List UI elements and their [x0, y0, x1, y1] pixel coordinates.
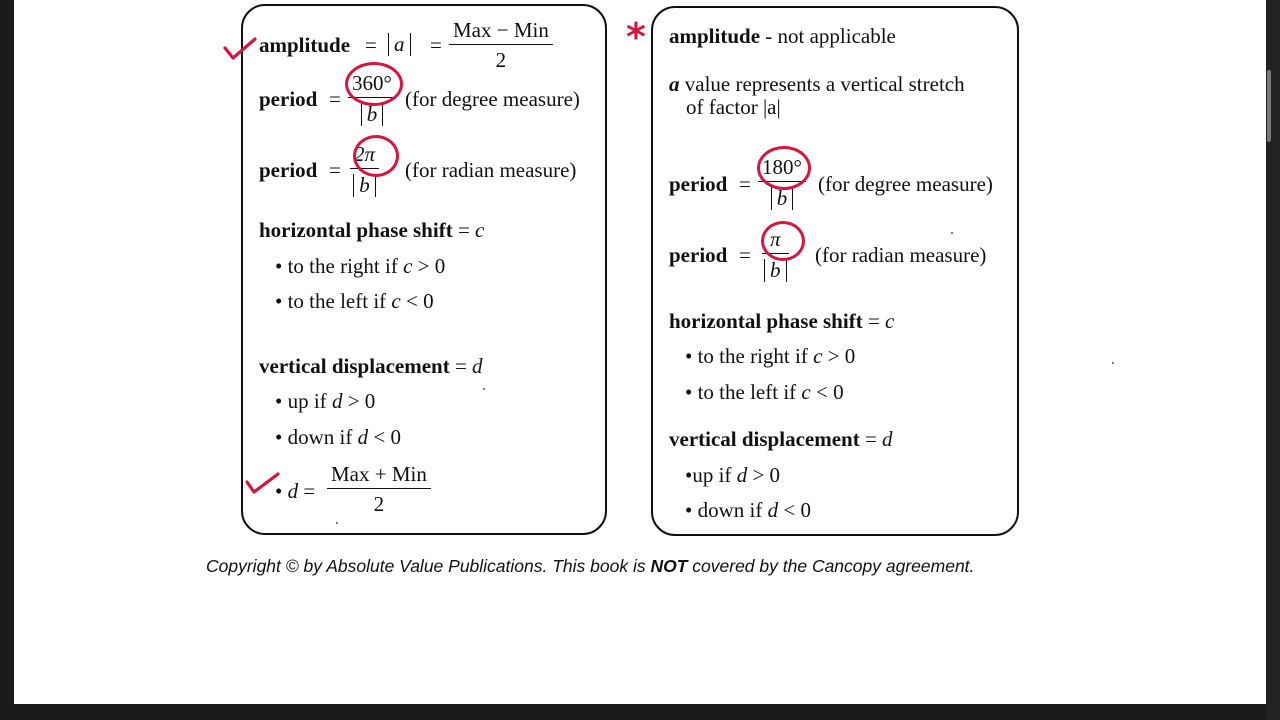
right-period-rad-note: (for radian measure): [815, 243, 987, 267]
document-page: [14, 0, 1266, 704]
left-phase-right: • to the right if c > 0: [275, 254, 446, 278]
right-down: • down if d < 0: [685, 498, 811, 522]
speck: [336, 522, 338, 524]
right-vertical-displacement: vertical displacement = d: [669, 427, 893, 451]
left-period-deg-label: period: [259, 87, 318, 111]
left-vertical-displacement: vertical displacement = d: [259, 354, 483, 378]
left-amplitude-eq: =: [365, 33, 377, 57]
checkmark-icon: [222, 36, 258, 62]
circle-180-annotation: [757, 146, 811, 190]
checkmark-icon: [244, 470, 282, 496]
speck: [1112, 362, 1114, 364]
speck: [951, 232, 953, 234]
left-d-formula-fraction: Max + Min 2: [327, 464, 431, 515]
left-d-formula-lhs: • d =: [275, 479, 316, 503]
left-phase-left: • to the left if c < 0: [275, 289, 434, 313]
asterisk-annotation: *: [626, 15, 646, 59]
right-amplitude: amplitude - not applicable: [669, 24, 896, 48]
speck: [483, 388, 485, 390]
right-a-value-line2: of factor |a|: [686, 95, 781, 119]
left-amplitude-label: amplitude: [259, 33, 351, 57]
right-period-rad-label: period: [669, 243, 728, 267]
copyright-notice: Copyright © by Absolute Value Publications. This book is NOT covered by the Cancopy agreement.: [206, 556, 975, 576]
left-period-rad-eq: =: [329, 158, 341, 182]
left-period-deg-fraction: $\frac{360^\circ}{b}$: [348, 73, 396, 126]
left-down: • down if d < 0: [275, 425, 401, 449]
right-period-deg-label: period: [669, 172, 728, 196]
left-up: • up if d > 0: [275, 389, 376, 413]
left-phase-shift: horizontal phase shift = c: [259, 218, 485, 242]
circle-pi-annotation: [761, 221, 805, 261]
left-period-rad-fraction: $\frac{2\pi}{b}$: [350, 144, 379, 197]
left-amplitude-eq2: =: [430, 33, 442, 57]
right-period-rad-fraction: $\frac{\pi}{b}$: [762, 229, 789, 282]
right-phase-shift: horizontal phase shift = c: [669, 309, 895, 333]
right-period-deg-fraction: $\frac{180^\circ}{b}$: [758, 157, 806, 210]
left-period-deg-eq: =: [329, 87, 341, 111]
right-period-deg-note: (for degree measure): [818, 172, 993, 196]
left-period-rad-note: (for radian measure): [405, 158, 577, 182]
circle-360-annotation: [345, 62, 403, 106]
right-phase-right: • to the right if c > 0: [685, 344, 856, 368]
right-a-value-line1: a value represents a vertical stretch: [669, 72, 965, 96]
left-amplitude-abs: a: [388, 33, 411, 56]
right-period-rad-eq: =: [739, 243, 751, 267]
circle-2pi-annotation: [353, 135, 399, 177]
left-period-rad-label: period: [259, 158, 318, 182]
right-period-deg-eq: =: [739, 172, 751, 196]
right-phase-left: • to the left if c < 0: [685, 380, 844, 404]
scrollbar-thumb[interactable]: [1267, 70, 1271, 142]
right-up: •up if d > 0: [685, 463, 781, 487]
left-amplitude-fraction: Max − Min 2: [449, 20, 553, 71]
left-period-deg-note: (for degree measure): [405, 87, 580, 111]
